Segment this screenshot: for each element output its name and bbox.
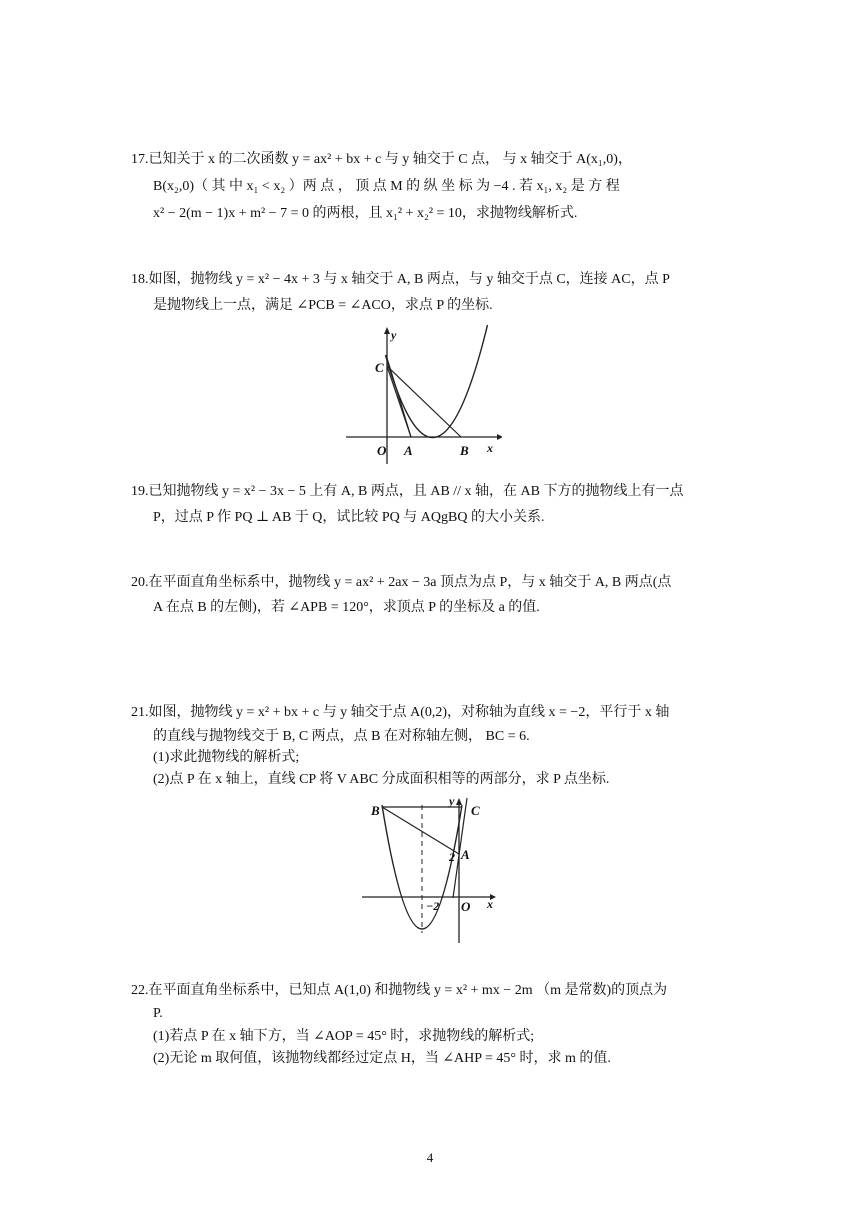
problem-20-line-2: A 在点 B 的左侧)，若 ∠APB = 120°，求顶点 P 的坐标及 a 的值. <box>153 600 540 615</box>
label-o: O <box>461 899 471 914</box>
problem-21-line-2: 的直线与抛物线交于 B, C 两点，点 B 在对称轴左侧， BC = 6. <box>153 729 530 744</box>
problem-19-line-1: 19.已知抛物线 y = x² − 3x − 5 上有 A, B 两点，且 AB // x 轴，在 AB 下方的抛物线上有一点 <box>131 484 684 499</box>
label-y: y <box>391 328 397 342</box>
problem-18-line-1: 18.如图，抛物线 y = x² − 4x + 3 与 x 轴交于 A, B 两点，与 y 轴交于点 C，连接 AC，点 P <box>131 272 670 287</box>
page-number: 4 <box>426 1150 434 1165</box>
label-c: C <box>471 803 480 818</box>
problem-18-line-2: 是抛物线上一点，满足 ∠PCB = ∠ACO，求点 P 的坐标. <box>153 298 493 313</box>
problem-21-figure <box>360 793 500 946</box>
segment-ba <box>382 807 459 854</box>
problem-18-figure <box>342 324 502 470</box>
label-a: A <box>404 443 413 458</box>
problem-21-line-4: (2)点 P 在 x 轴上，直线 CP 将 V ABC 分成面积相等的两部分，求 P 点坐标. <box>153 772 610 787</box>
label-b: B <box>371 803 380 818</box>
label-c: C <box>375 360 384 375</box>
y-axis-arrow <box>384 327 390 334</box>
y-axis-arrow <box>456 798 462 805</box>
label-a: A <box>461 847 470 862</box>
problem-22-line-4: (2)无论 m 取何值，该抛物线都经过定点 H，当 ∠AHP = 45° 时，求 m 的值. <box>153 1051 611 1066</box>
problem-22-line-1: 22.在平面直角坐标系中，已知点 A(1,0) 和抛物线 y = x² + mx − 2m （m 是常数)的顶点为 <box>131 983 668 998</box>
label-b: B <box>460 443 469 458</box>
problem-17-line-3: x² − 2(m − 1)x + m² − 7 = 0 的两根，且 x₁² + x₂² = 10，求抛物线解析式. <box>153 206 578 221</box>
problem-17-line-2: B(x₂,0)（ 其 中 x₁ < x₂ ）两 点 ， 顶 点 M 的 纵 坐 标 为 −4 . 若 x₁, x₂ 是 方 程 <box>153 179 620 194</box>
label-y: y <box>449 794 455 808</box>
label-x: x <box>487 897 493 911</box>
label-o: O <box>377 443 387 458</box>
problem-21-line-1: 21.如图，抛物线 y = x² + bx + c 与 y 轴交于点 A(0,2)，对称轴为直线 x = −2，平行于 x 轴 <box>131 705 670 720</box>
x-axis-arrow <box>497 434 502 440</box>
problem-17-line-1: 17.已知关于 x 的二次函数 y = ax² + bx + c 与 y 轴交于 C 点， 与 x 轴交于 A(x₁,0)， <box>131 152 632 167</box>
segment-cb <box>387 366 461 437</box>
problem-19-line-2: P，过点 P 作 PQ ⊥ AB 于 Q，试比较 PQ 与 AQgBQ 的大小关系. <box>153 510 545 525</box>
problem-21-line-3: (1)求此抛物线的解析式; <box>153 750 300 765</box>
label-neg2: −2 <box>426 899 440 913</box>
segment-cp <box>387 358 411 437</box>
label-x: x <box>487 441 493 455</box>
parabola <box>386 325 488 438</box>
problem-22-line-2: P. <box>153 1006 163 1021</box>
problem-22-line-3: (1)若点 P 在 x 轴下方，当 ∠AOP = 45° 时，求抛物线的解析式; <box>153 1029 535 1044</box>
problem-20-line-1: 20.在平面直角坐标系中，抛物线 y = ax² + 2ax − 3a 顶点为点 P，与 x 轴交于 A, B 两点(点 <box>131 575 672 590</box>
label-two: 2 <box>449 850 455 864</box>
